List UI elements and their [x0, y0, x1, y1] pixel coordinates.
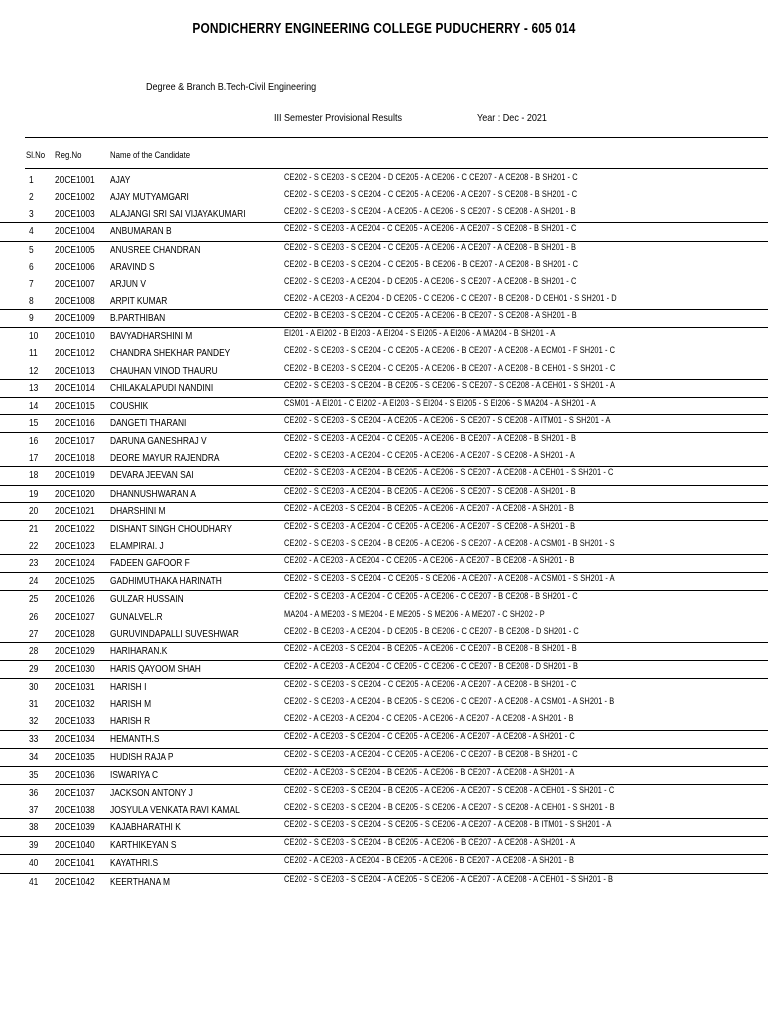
row-slno: 18	[29, 469, 39, 482]
row-result: CE202 - S CE203 - A CE204 - C CE205 - A CE206 - A CE207 - S CE208 - A SH201 - B	[284, 520, 576, 532]
row-slno: 15	[29, 416, 39, 429]
row-candidate-name: DEVARA JEEVAN SAI	[110, 469, 194, 482]
row-result: CE202 - A CE203 - A CE204 - C CE205 - C CE206 - C CE207 - B CE208 - D SH201 - B	[284, 660, 579, 672]
row-candidate-name: HEMANTH.S	[110, 732, 160, 745]
table-row	[0, 450, 768, 467]
year-label: Year : Dec - 2021	[477, 112, 547, 124]
row-regno: 20CE1038	[55, 804, 95, 817]
table-row	[0, 414, 768, 433]
table-row	[0, 730, 768, 749]
row-slno: 4	[29, 225, 34, 238]
row-slno: 17	[29, 452, 39, 465]
row-result: CE202 - S CE203 - S CE204 - B CE205 - A CE206 - S CE207 - A CE208 - A CSM01 - B SH201 - S	[284, 537, 615, 549]
row-slno: 3	[29, 208, 34, 221]
table-row	[0, 538, 768, 555]
row-candidate-name: GULZAR HUSSAIN	[110, 593, 184, 606]
row-result: CE202 - S CE203 - S CE204 - B CE205 - S CE206 - A CE207 - S CE208 - A CEH01 - S SH201 - B	[284, 802, 615, 814]
row-regno: 20CE1001	[55, 174, 95, 186]
row-regno: 20CE1007	[55, 277, 95, 290]
row-regno: 20CE1031	[55, 681, 95, 694]
table-row	[0, 609, 768, 626]
row-candidate-name: HUDISH RAJA P	[110, 750, 174, 763]
row-result: CE202 - S CE203 - A CE204 - C CE205 - A CE206 - A CE207 - S CE208 - A SH201 - A	[284, 450, 575, 462]
row-regno: 20CE1017	[55, 435, 95, 448]
row-regno: 20CE1015	[55, 399, 95, 412]
row-slno: 9	[29, 312, 34, 325]
row-regno: 20CE1041	[55, 857, 95, 870]
row-result: CE202 - B CE203 - S CE204 - C CE205 - B CE206 - B CE207 - A CE208 - B SH201 - C	[284, 258, 579, 270]
row-slno: 11	[29, 347, 38, 360]
row-candidate-name: DARUNA GANESHRAJ V	[110, 435, 207, 448]
row-regno: 20CE1023	[55, 539, 95, 552]
row-slno: 39	[29, 839, 39, 852]
row-result: CE202 - A CE203 - S CE204 - B CE205 - A CE206 - C CE207 - B CE208 - B SH201 - B	[284, 642, 577, 654]
row-regno: 20CE1013	[55, 364, 95, 377]
row-result: CE202 - S CE203 - S CE204 - A CE205 - A CE206 - S CE207 - S CE208 - A SH201 - B	[284, 206, 576, 218]
row-candidate-name: COUSHIK	[110, 399, 149, 412]
row-result: MA204 - A ME203 - S ME204 - E ME205 - S ME206 - A ME207 - C SH202 - P	[284, 608, 545, 620]
table-row	[0, 713, 768, 730]
row-regno: 20CE1026	[55, 593, 95, 606]
row-regno: 20CE1033	[55, 715, 95, 728]
row-candidate-name: AJAY	[110, 174, 131, 186]
row-result: CE202 - S CE203 - A CE204 - B CE205 - S CE206 - C CE207 - A CE208 - A CSM01 - A SH201 - B	[284, 696, 615, 708]
table-row	[0, 363, 768, 380]
row-candidate-name: FADEEN GAFOOR F	[110, 557, 190, 570]
row-regno: 20CE1014	[55, 381, 95, 394]
row-candidate-name: ANUSREE CHANDRAN	[110, 243, 201, 256]
table-row	[0, 766, 768, 785]
row-candidate-name: KAJABHARATHI K	[110, 821, 181, 834]
row-candidate-name: ANBUMARAN B	[110, 225, 172, 238]
row-candidate-name: HARIHARAN.K	[110, 644, 168, 657]
row-regno: 20CE1008	[55, 294, 95, 307]
row-slno: 28	[29, 644, 39, 657]
row-result: CE202 - S CE203 - A CE204 - C CE205 - A CE206 - A CE207 - S CE208 - B SH201 - C	[284, 223, 577, 235]
row-result: CE202 - B CE203 - A CE204 - D CE205 - B CE206 - C CE207 - B CE208 - D SH201 - C	[284, 625, 579, 637]
row-result: CE202 - S CE203 - S CE204 - A CE205 - A CE206 - S CE207 - S CE208 - A ITM01 - S SH201 - A	[284, 414, 611, 426]
row-slno: 6	[29, 260, 34, 273]
row-regno: 20CE1029	[55, 644, 95, 657]
row-result: CE202 - A CE203 - S CE204 - C CE205 - A CE206 - A CE207 - A CE208 - A SH201 - C	[284, 730, 575, 742]
row-result: CE202 - S CE203 - S CE204 - C CE205 - A CE206 - A CE207 - S CE208 - B SH201 - C	[284, 189, 578, 201]
row-result: CE202 - S CE203 - S CE204 - A CE205 - S CE206 - A CE207 - A CE208 - A CEH01 - S SH201 - B	[284, 873, 614, 885]
row-regno: 20CE1006	[55, 260, 95, 273]
row-result: CE202 - S CE203 - A CE204 - D CE205 - A CE206 - S CE207 - A CE208 - B SH201 - C	[284, 275, 577, 287]
row-result: CE202 - A CE203 - S CE204 - B CE205 - A CE206 - B CE207 - A CE208 - A SH201 - A	[284, 766, 575, 778]
row-result: CE202 - A CE203 - A CE204 - C CE205 - A CE206 - A CE207 - B CE208 - A SH201 - B	[284, 555, 575, 567]
table-row	[0, 486, 768, 503]
row-result: CE202 - S CE203 - S CE204 - C CE205 - A CE206 - B CE207 - A CE208 - A ECM01 - F SH201 - C	[284, 345, 616, 357]
row-slno: 36	[29, 786, 39, 799]
row-candidate-name: ELAMPIRAI. J	[110, 539, 164, 552]
row-result: CE202 - A CE203 - S CE204 - B CE205 - A CE206 - A CE207 - A CE208 - A SH201 - B	[284, 502, 574, 514]
row-regno: 20CE1035	[55, 750, 95, 763]
table-row	[0, 696, 768, 713]
row-regno: 20CE1009	[55, 312, 95, 325]
row-candidate-name: ARJUN V	[110, 277, 146, 290]
row-candidate-name: KARTHIKEYAN S	[110, 839, 177, 852]
row-candidate-name: ALAJANGI SRI SAI VIJAYAKUMARI	[110, 208, 246, 221]
row-regno: 20CE1022	[55, 522, 95, 535]
row-slno: 1	[29, 174, 34, 186]
row-candidate-name: GUNALVEL.R	[110, 610, 163, 623]
table-row	[0, 874, 768, 891]
row-slno: 38	[29, 821, 39, 834]
row-slno: 30	[29, 681, 39, 694]
row-candidate-name: HARISH R	[110, 715, 151, 728]
row-candidate-name: JACKSON ANTONY J	[110, 786, 193, 799]
row-slno: 5	[29, 243, 34, 256]
table-row	[0, 748, 768, 767]
row-candidate-name: AJAY MUTYAMGARI	[110, 191, 189, 204]
row-slno: 7	[29, 277, 34, 290]
row-slno: 34	[29, 750, 39, 763]
row-candidate-name: GURUVINDAPALLI SUVESHWAR	[110, 627, 239, 640]
row-regno: 20CE1040	[55, 839, 95, 852]
table-row	[0, 222, 768, 241]
table-row	[0, 626, 768, 643]
table-row	[0, 276, 768, 293]
table-row	[0, 206, 768, 223]
table-row	[0, 854, 768, 873]
table-row	[0, 172, 768, 189]
row-result: CE202 - S CE203 - A CE204 - B CE205 - A CE206 - S CE207 - S CE208 - A SH201 - B	[284, 485, 576, 497]
row-result: CE202 - S CE203 - S CE204 - C CE205 - A CE206 - A CE207 - A CE208 - B SH201 - C	[284, 679, 577, 691]
row-candidate-name: CHILAKALAPUDI NANDINI	[110, 381, 214, 394]
row-regno: 20CE1018	[55, 452, 95, 465]
degree-branch: Degree & Branch B.Tech-Civil Engineering	[146, 81, 317, 93]
row-slno: 20	[29, 504, 39, 517]
row-result: CE202 - A CE203 - A CE204 - D CE205 - C CE206 - C CE207 - B CE208 - D CEH01 - S SH201 - D	[284, 292, 617, 304]
row-regno: 20CE1010	[55, 330, 95, 343]
row-candidate-name: GADHIMUTHAKA HARINATH	[110, 575, 222, 588]
row-result: CE202 - S CE203 - S CE204 - B CE205 - A CE206 - B CE207 - A CE208 - A SH201 - A	[284, 837, 576, 849]
row-slno: 32	[29, 715, 39, 728]
row-regno: 20CE1027	[55, 610, 95, 623]
table-row	[0, 818, 768, 837]
semester-label: III Semester Provisional Results	[274, 112, 402, 124]
row-result: CE202 - S CE203 - S CE204 - D CE205 - A CE206 - C CE207 - A CE208 - B SH201 - C	[284, 172, 578, 183]
row-slno: 24	[29, 575, 39, 588]
row-regno: 20CE1042	[55, 875, 95, 888]
row-candidate-name: KEERTHANA M	[110, 875, 171, 888]
row-slno: 12	[29, 364, 39, 377]
row-slno: 33	[29, 732, 39, 745]
row-slno: 25	[29, 593, 39, 606]
column-header-rule	[25, 168, 768, 169]
column-header-regno: Reg.No	[55, 150, 82, 161]
table-row	[0, 309, 768, 328]
row-regno: 20CE1016	[55, 416, 95, 429]
table-row	[0, 189, 768, 206]
row-slno: 22	[29, 539, 39, 552]
table-row	[0, 802, 768, 819]
row-regno: 20CE1036	[55, 768, 95, 781]
row-result: CE202 - B CE203 - S CE204 - C CE205 - A CE206 - B CE207 - S CE208 - A SH201 - B	[284, 310, 577, 322]
row-result: CE202 - A CE203 - A CE204 - B CE205 - A CE206 - B CE207 - A CE208 - A SH201 - B	[284, 855, 574, 867]
row-candidate-name: HARISH I	[110, 681, 147, 694]
row-regno: 20CE1005	[55, 243, 95, 256]
table-row	[0, 433, 768, 450]
row-slno: 16	[29, 435, 39, 448]
row-result: CE202 - S CE203 - S CE204 - S CE205 - S CE206 - A CE207 - A CE208 - B ITM01 - S SH201 - A	[284, 819, 612, 831]
row-regno: 20CE1020	[55, 487, 95, 500]
row-candidate-name: B.PARTHIBAN	[110, 312, 166, 325]
row-slno: 29	[29, 662, 39, 675]
row-slno: 23	[29, 557, 39, 570]
row-candidate-name: KAYATHRI.S	[110, 857, 159, 870]
row-result: CE202 - S CE203 - A CE204 - C CE205 - A CE206 - C CE207 - B CE208 - B SH201 - C	[284, 591, 578, 603]
table-row	[0, 259, 768, 276]
row-slno: 40	[29, 857, 39, 870]
row-slno: 31	[29, 698, 39, 711]
row-candidate-name: DHARSHINI M	[110, 504, 166, 517]
table-row	[0, 466, 768, 485]
row-slno: 2	[29, 191, 34, 204]
table-row	[0, 642, 768, 661]
table-row	[0, 328, 768, 345]
row-slno: 10	[29, 330, 39, 343]
row-slno: 27	[29, 627, 39, 640]
row-regno: 20CE1034	[55, 732, 95, 745]
row-regno: 20CE1028	[55, 627, 95, 640]
row-slno: 37	[29, 804, 39, 817]
row-result: CE202 - S CE203 - S CE204 - B CE205 - S CE206 - S CE207 - S CE208 - A CEH01 - S SH201 - A	[284, 379, 616, 391]
table-row	[0, 345, 768, 362]
row-regno: 20CE1004	[55, 225, 95, 238]
row-result: EI201 - A EI202 - B EI203 - A EI204 - S EI205 - A EI206 - A MA204 - B SH201 - A	[284, 328, 556, 340]
row-regno: 20CE1002	[55, 191, 95, 204]
row-regno: 20CE1012	[55, 347, 95, 360]
row-regno: 20CE1025	[55, 575, 95, 588]
page-title: PONDICHERRY ENGINEERING COLLEGE PUDUCHERRY - 605 014	[192, 21, 576, 37]
column-header-name: Name of the Candidate	[110, 150, 191, 161]
row-candidate-name: HARIS QAYOOM SHAH	[110, 662, 201, 675]
row-slno: 14	[29, 399, 39, 412]
row-candidate-name: JOSYULA VENKATA RAVI KAMAL	[110, 804, 240, 817]
row-candidate-name: ARAVIND S	[110, 260, 155, 273]
row-slno: 35	[29, 768, 39, 781]
row-result: CE202 - S CE203 - S CE204 - C CE205 - A CE206 - A CE207 - A CE208 - B SH201 - B	[284, 241, 577, 253]
row-regno: 20CE1021	[55, 504, 95, 517]
row-regno: 20CE1030	[55, 662, 95, 675]
row-candidate-name: CHAUHAN VINOD THAURU	[110, 364, 218, 377]
table-row	[0, 502, 768, 521]
table-row	[0, 398, 768, 415]
results-table	[0, 172, 768, 891]
row-regno: 20CE1024	[55, 557, 95, 570]
table-row	[0, 836, 768, 855]
row-result: CE202 - S CE203 - A CE204 - C CE205 - A CE206 - C CE207 - B CE208 - B SH201 - C	[284, 748, 578, 760]
row-result: CE202 - S CE203 - S CE204 - C CE205 - S CE206 - A CE207 - A CE208 - A CSM01 - S SH201 - A	[284, 573, 615, 585]
row-slno: 21	[29, 522, 39, 535]
row-candidate-name: DISHANT SINGH CHOUDHARY	[110, 522, 232, 535]
table-row	[0, 572, 768, 591]
table-row	[0, 554, 768, 573]
row-regno: 20CE1037	[55, 786, 95, 799]
row-result: CSM01 - A EI201 - C EI202 - A EI203 - S EI204 - S EI205 - S EI206 - S MA204 - A SH201 - A	[284, 397, 596, 409]
row-candidate-name: CHANDRA SHEKHAR PANDEY	[110, 347, 231, 360]
row-slno: 19	[29, 487, 39, 500]
row-slno: 8	[29, 294, 34, 307]
table-row	[0, 242, 768, 259]
table-row	[0, 293, 768, 310]
row-result: CE202 - S CE203 - S CE204 - B CE205 - A CE206 - A CE207 - S CE208 - A CEH01 - S SH201 - C	[284, 784, 615, 796]
header-rule	[25, 137, 768, 138]
row-candidate-name: ARPIT KUMAR	[110, 294, 168, 307]
table-row	[0, 679, 768, 696]
row-slno: 41	[29, 875, 39, 888]
row-result: CE202 - S CE203 - A CE204 - C CE205 - A CE206 - B CE207 - A CE208 - B SH201 - B	[284, 433, 577, 445]
table-row	[0, 785, 768, 802]
row-regno: 20CE1019	[55, 469, 95, 482]
row-candidate-name: DEORE MAYUR RAJENDRA	[110, 452, 220, 465]
row-candidate-name: BAVYADHARSHINI M	[110, 330, 193, 343]
table-row	[0, 521, 768, 538]
table-row	[0, 591, 768, 608]
row-result: CE202 - S CE203 - A CE204 - B CE205 - A CE206 - S CE207 - A CE208 - A CEH01 - S SH201 - C	[284, 467, 614, 479]
column-header-slno: Sl.No	[26, 150, 46, 161]
row-candidate-name: HARISH M	[110, 698, 152, 711]
row-candidate-name: DHANNUSHWARAN A	[110, 487, 197, 500]
table-row	[0, 379, 768, 398]
row-candidate-name: DANGETI THARANI	[110, 416, 187, 429]
row-regno: 20CE1003	[55, 208, 95, 221]
row-regno: 20CE1039	[55, 821, 95, 834]
row-slno: 13	[29, 381, 39, 394]
row-regno: 20CE1032	[55, 698, 95, 711]
table-row	[0, 660, 768, 679]
row-candidate-name: ISWARIYA C	[110, 768, 159, 781]
row-slno: 26	[29, 610, 39, 623]
row-result: CE202 - B CE203 - S CE204 - C CE205 - A CE206 - B CE207 - A CE208 - B CEH01 - S SH201 - C	[284, 362, 616, 374]
row-result: CE202 - A CE203 - A CE204 - C CE205 - A CE206 - A CE207 - A CE208 - A SH201 - B	[284, 713, 574, 725]
